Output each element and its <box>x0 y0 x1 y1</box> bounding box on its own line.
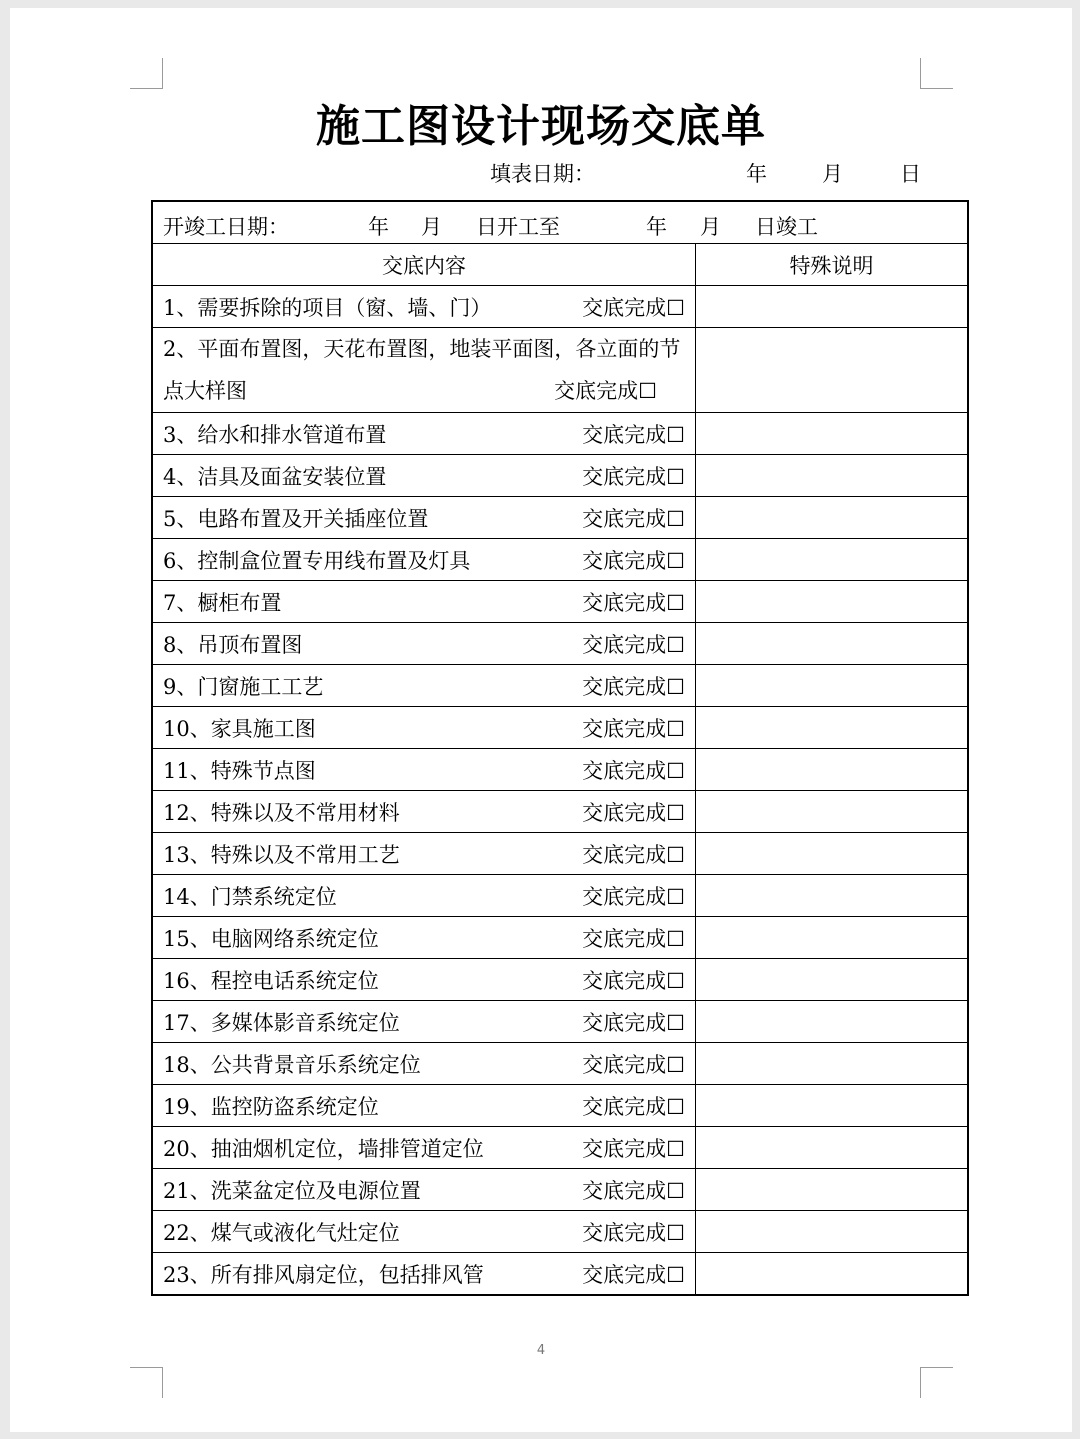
item-content-cell <box>152 875 696 917</box>
crop-mark-bottom-right <box>920 1367 953 1398</box>
item-line <box>163 587 685 617</box>
item-text: 4、洁具及面盆安装位置 <box>163 464 387 489</box>
end-label: 日竣工 <box>755 214 818 239</box>
handover-complete-checkbox[interactable]: 交底完成☐ <box>582 1262 685 1287</box>
item-notes-cell[interactable] <box>696 1169 969 1211</box>
handover-complete-checkbox[interactable]: 交底完成☐ <box>582 295 685 320</box>
item-notes-cell[interactable] <box>696 455 969 497</box>
table-row <box>152 497 968 539</box>
document-page <box>10 8 1072 1432</box>
item-notes-cell[interactable] <box>696 539 969 581</box>
item-text: 9、门窗施工工艺 <box>163 674 324 699</box>
handover-complete-checkbox[interactable]: 交底完成☐ <box>582 422 685 447</box>
item-text: 20、抽油烟机定位，墙排管道定位 <box>163 1136 484 1161</box>
item-text: 11、特殊节点图 <box>163 758 316 783</box>
item-content-cell <box>152 1127 696 1169</box>
item-text: 12、特殊以及不常用材料 <box>163 800 400 825</box>
item-content-cell <box>152 539 696 581</box>
item-line <box>163 1217 685 1247</box>
table-row <box>152 917 968 959</box>
table-row <box>152 1043 968 1085</box>
item-text-line: 2、平面布置图，天花布置图，地装平面图，各立面的节 <box>163 337 681 361</box>
handover-form-table <box>151 200 969 1296</box>
item-notes-cell[interactable] <box>696 1043 969 1085</box>
handover-complete-checkbox[interactable]: 交底完成☐ <box>582 548 685 573</box>
item-text: 6、控制盒位置专用线布置及灯具 <box>163 548 471 573</box>
item-line <box>163 1175 685 1205</box>
item-notes-cell[interactable] <box>696 497 969 539</box>
item-text: 17、多媒体影音系统定位 <box>163 1010 400 1035</box>
item-text-line: 点大样图 <box>163 379 247 403</box>
handover-complete-checkbox[interactable]: 交底完成☐ <box>582 506 685 531</box>
item-content-cell <box>152 917 696 959</box>
item-content-cell <box>152 749 696 791</box>
item-notes-cell[interactable] <box>696 1211 969 1253</box>
handover-complete-checkbox[interactable]: 交底完成☐ <box>582 1052 685 1077</box>
item-line <box>163 292 685 322</box>
handover-complete-checkbox[interactable]: 交底完成☐ <box>582 1010 685 1035</box>
crop-mark-top-left <box>130 58 163 89</box>
item-text: 14、门禁系统定位 <box>163 884 337 909</box>
item-text: 19、监控防盗系统定位 <box>163 1094 379 1119</box>
item-content-cell <box>152 581 696 623</box>
item-notes-cell[interactable] <box>696 328 969 413</box>
item-line <box>163 503 685 533</box>
table-row <box>152 1085 968 1127</box>
table-row <box>152 539 968 581</box>
start-month: 月 <box>421 214 442 239</box>
item-content-cell <box>152 1253 696 1296</box>
table-row <box>152 286 968 328</box>
table-row <box>152 1127 968 1169</box>
item-notes-cell[interactable] <box>696 1001 969 1043</box>
item-line <box>163 671 685 701</box>
item-content-cell <box>152 1211 696 1253</box>
table-row <box>152 1253 968 1296</box>
handover-complete-checkbox[interactable]: 交底完成☐ <box>582 632 685 657</box>
item-content-cell <box>152 286 696 328</box>
handover-complete-checkbox[interactable]: 交底完成☐ <box>582 884 685 909</box>
end-month: 月 <box>700 214 721 239</box>
handover-complete-checkbox[interactable]: 交底完成☐ <box>582 674 685 699</box>
item-text: 23、所有排风扇定位，包括排风管 <box>163 1262 484 1287</box>
item-text: 10、家具施工图 <box>163 716 316 741</box>
item-notes-cell[interactable] <box>696 917 969 959</box>
handover-complete-checkbox[interactable]: 交底完成☐ <box>582 464 685 489</box>
item-line <box>163 839 685 869</box>
page-number: 4 <box>536 1343 546 1358</box>
end-year: 年 <box>646 214 667 239</box>
item-text <box>163 328 685 412</box>
handover-complete-checkbox[interactable]: 交底完成☐ <box>582 968 685 993</box>
fill-date-month: 月 <box>822 162 843 186</box>
item-line <box>163 755 685 785</box>
handover-complete-checkbox[interactable]: 交底完成☐ <box>582 800 685 825</box>
item-notes-cell[interactable] <box>696 581 969 623</box>
table-row <box>152 791 968 833</box>
header-content: 交底内容 <box>152 244 696 286</box>
item-content-cell <box>152 328 696 413</box>
item-text: 8、吊顶布置图 <box>163 632 303 657</box>
item-notes-cell[interactable] <box>696 833 969 875</box>
item-text: 22、煤气或液化气灶定位 <box>163 1220 400 1245</box>
item-notes-cell[interactable] <box>696 875 969 917</box>
item-content-cell <box>152 1043 696 1085</box>
item-notes-cell[interactable] <box>696 413 969 455</box>
table-header-row <box>152 244 968 286</box>
item-text: 7、橱柜布置 <box>163 590 282 615</box>
table-row <box>152 1169 968 1211</box>
item-content-cell <box>152 623 696 665</box>
item-notes-cell[interactable] <box>696 286 969 328</box>
table-row <box>152 875 968 917</box>
item-text: 13、特殊以及不常用工艺 <box>163 842 400 867</box>
item-content-cell <box>152 959 696 1001</box>
item-line <box>163 1049 685 1079</box>
item-notes-cell[interactable] <box>696 1085 969 1127</box>
table-row <box>152 1211 968 1253</box>
item-notes-cell[interactable] <box>696 1127 969 1169</box>
fill-date-label: 填表日期： <box>490 162 595 186</box>
item-text: 1、需要拆除的项目（窗、墙、门） <box>163 295 492 320</box>
handover-complete-checkbox[interactable]: 交底完成☐ <box>582 842 685 867</box>
handover-complete-checkbox[interactable]: 交底完成☐ <box>554 379 657 403</box>
table-row <box>152 833 968 875</box>
item-line <box>163 713 685 743</box>
table-row <box>152 959 968 1001</box>
table-row <box>152 581 968 623</box>
item-line <box>163 881 685 911</box>
table-row <box>152 1001 968 1043</box>
table-row <box>152 413 968 455</box>
item-text: 3、给水和排水管道布置 <box>163 422 387 447</box>
item-line <box>163 461 685 491</box>
handover-complete-checkbox[interactable]: 交底完成☐ <box>582 758 685 783</box>
fill-date-day: 日 <box>900 162 921 186</box>
item-text: 16、程控电话系统定位 <box>163 968 379 993</box>
item-notes-cell[interactable] <box>696 665 969 707</box>
construction-dates-label: 开竣工日期： <box>163 214 289 239</box>
item-notes-cell[interactable] <box>696 1253 969 1296</box>
item-notes-cell[interactable] <box>696 623 969 665</box>
table-row <box>152 665 968 707</box>
item-text: 18、公共背景音乐系统定位 <box>163 1052 421 1077</box>
crop-mark-top-right <box>920 58 953 89</box>
handover-complete-checkbox[interactable]: 交底完成☐ <box>582 590 685 615</box>
start-label: 日开工至 <box>476 214 560 239</box>
item-notes-cell[interactable] <box>696 749 969 791</box>
item-line <box>163 1007 685 1037</box>
item-line <box>163 1133 685 1163</box>
item-content-cell <box>152 497 696 539</box>
construction-dates-row <box>152 201 968 244</box>
crop-mark-bottom-left <box>130 1367 163 1398</box>
item-content-cell <box>152 413 696 455</box>
item-content-cell <box>152 833 696 875</box>
start-year: 年 <box>368 214 389 239</box>
item-content-cell <box>152 665 696 707</box>
table-row <box>152 749 968 791</box>
handover-complete-checkbox[interactable]: 交底完成☐ <box>582 1178 685 1203</box>
item-line <box>163 965 685 995</box>
item-line <box>163 545 685 575</box>
table-row <box>152 455 968 497</box>
item-content-cell <box>152 791 696 833</box>
table-row <box>152 707 968 749</box>
item-notes-cell[interactable] <box>696 707 969 749</box>
item-line <box>163 419 685 449</box>
handover-complete-checkbox[interactable]: 交底完成☐ <box>582 926 685 951</box>
item-line <box>163 1259 685 1289</box>
item-line <box>163 923 685 953</box>
table-row <box>152 623 968 665</box>
handover-complete-checkbox[interactable]: 交底完成☐ <box>582 716 685 741</box>
fill-date-year: 年 <box>746 162 767 186</box>
item-content-cell <box>152 1001 696 1043</box>
item-content-cell <box>152 1085 696 1127</box>
item-content-cell <box>152 455 696 497</box>
header-notes: 特殊说明 <box>696 244 969 286</box>
item-content-cell <box>152 1169 696 1211</box>
item-text: 15、电脑网络系统定位 <box>163 926 379 951</box>
item-notes-cell[interactable] <box>696 959 969 1001</box>
item-text: 21、洗菜盆定位及电源位置 <box>163 1178 421 1203</box>
item-line <box>163 1091 685 1121</box>
table-row <box>152 328 968 413</box>
item-notes-cell[interactable] <box>696 791 969 833</box>
handover-complete-checkbox[interactable]: 交底完成☐ <box>582 1136 685 1161</box>
item-text: 5、电路布置及开关插座位置 <box>163 506 429 531</box>
item-line <box>163 629 685 659</box>
item-content-cell <box>152 707 696 749</box>
handover-complete-checkbox[interactable]: 交底完成☐ <box>582 1094 685 1119</box>
handover-complete-checkbox[interactable]: 交底完成☐ <box>582 1220 685 1245</box>
page-title: 施工图设计现场交底单 <box>316 101 766 152</box>
item-line <box>163 797 685 827</box>
